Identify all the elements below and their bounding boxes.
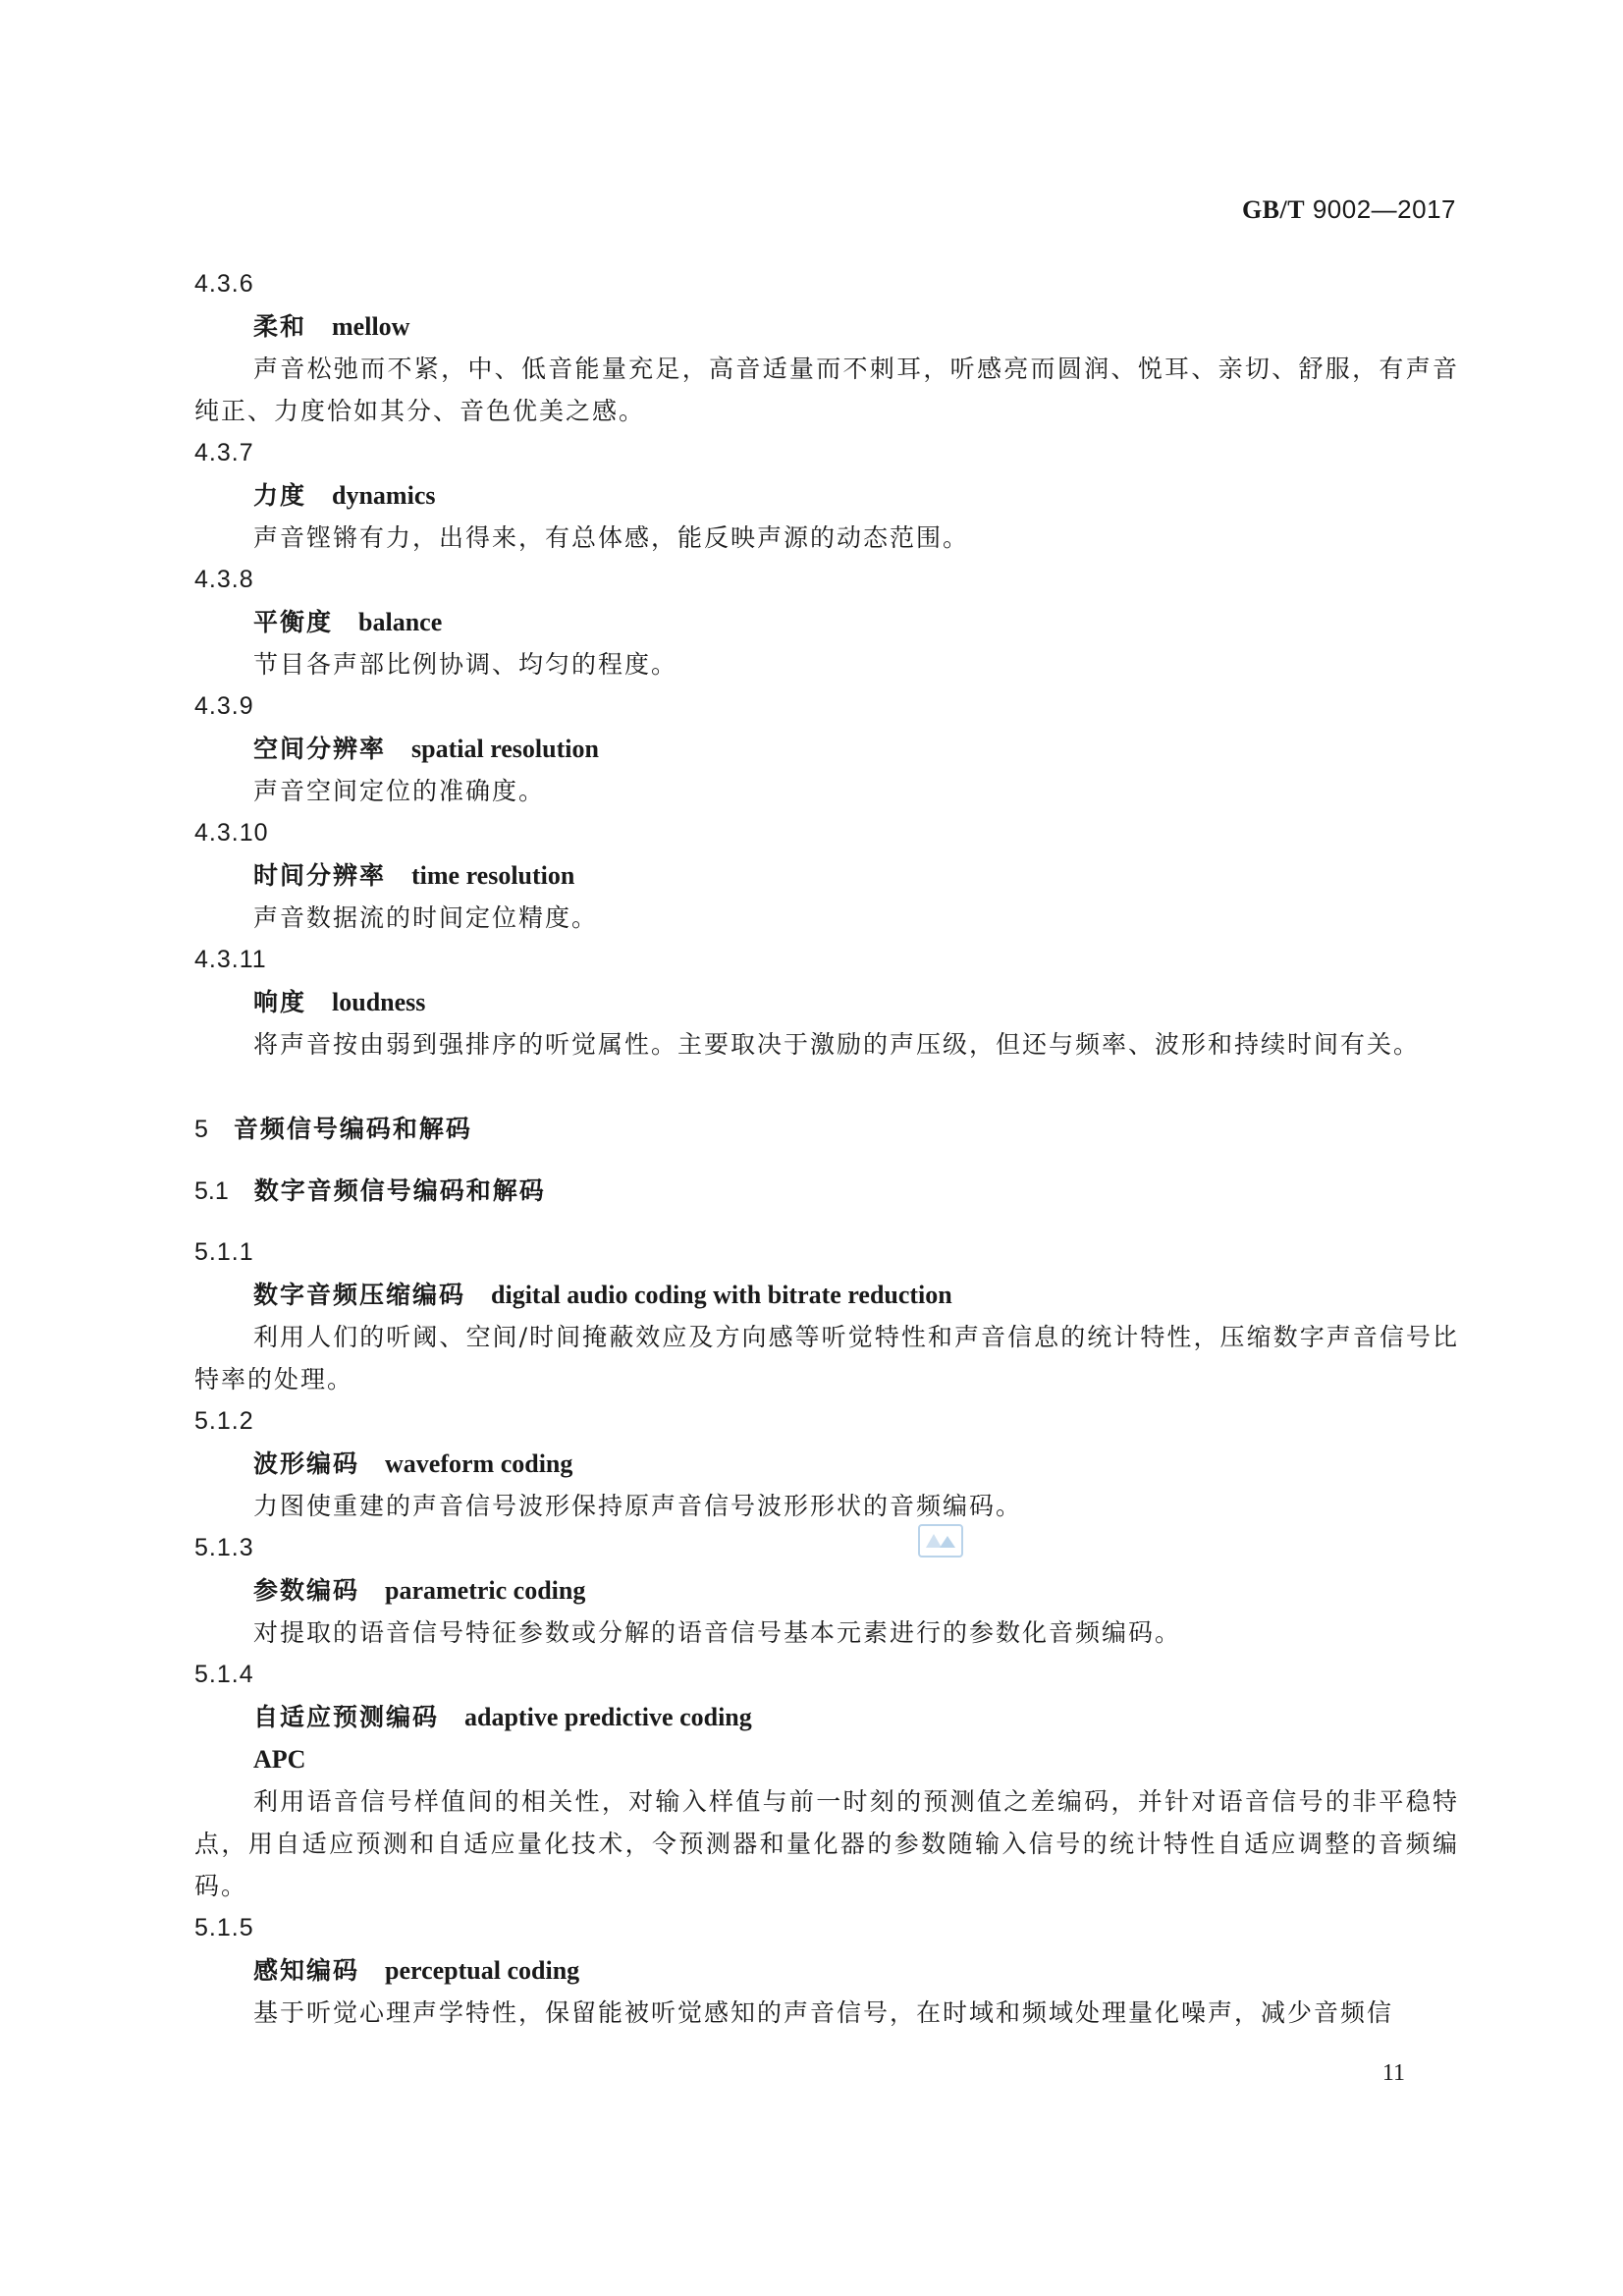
term-zh: 自适应预测编码 bbox=[253, 1703, 440, 1731]
entry-number: 5.1.2 bbox=[194, 1407, 254, 1435]
term-en: digital audio coding with bitrate reduction bbox=[491, 1281, 952, 1309]
entry-number: 4.3.10 bbox=[194, 819, 269, 847]
entry-definition: 利用语音信号样值间的相关性，对输入样值与前一时刻的预测值之差编码，并针对语音信号的非平稳特点，用自适应预测和自适应量化技术，令预测器和量化器的参数随输入信号的统计特性自适应调整的音频编码。 bbox=[194, 1787, 1459, 1900]
entry-term bbox=[194, 728, 1459, 770]
entry-definition: 利用人们的听阈、空间/时间掩蔽效应及方向感等听觉特性和声音信息的统计特性，压缩数字声音信号比特率的处理。 bbox=[194, 1323, 1459, 1394]
entry-term bbox=[194, 1569, 1459, 1612]
term-zh: 波形编码 bbox=[253, 1449, 360, 1478]
entry-term bbox=[194, 1696, 1459, 1738]
entry-definition: 力图使重建的声音信号波形保持原声音信号波形形状的音频编码。 bbox=[253, 1492, 1023, 1520]
standard-number: 9002—2017 bbox=[1312, 194, 1456, 224]
entry-definition: 节目各声部比例协调、均匀的程度。 bbox=[253, 650, 678, 679]
section-title: 音频信号编码和解码 bbox=[233, 1115, 472, 1143]
term-en: dynamics bbox=[332, 481, 436, 510]
term-zh: 感知编码 bbox=[253, 1956, 360, 1985]
entry-term bbox=[194, 305, 1459, 348]
term-en: time resolution bbox=[411, 861, 575, 890]
entry-number: 5.1.3 bbox=[194, 1534, 254, 1561]
subsection-title: 数字音频信号编码和解码 bbox=[253, 1176, 546, 1205]
term-zh: 空间分辨率 bbox=[253, 735, 387, 763]
document-body bbox=[194, 263, 1459, 2034]
entry-number: 4.3.7 bbox=[194, 439, 254, 466]
term-zh: 平衡度 bbox=[253, 608, 334, 636]
entry-term bbox=[194, 1443, 1459, 1485]
entry-term bbox=[194, 981, 1459, 1023]
term-zh: 数字音频压缩编码 bbox=[253, 1281, 466, 1309]
standard-prefix: GB/T bbox=[1241, 195, 1306, 224]
term-zh: 力度 bbox=[253, 481, 307, 510]
standard-header bbox=[1242, 194, 1456, 225]
entry-definition: 声音数据流的时间定位精度。 bbox=[253, 903, 599, 932]
term-en: loudness bbox=[332, 988, 426, 1016]
entry-number: 5.1.5 bbox=[194, 1914, 254, 1941]
section-heading bbox=[194, 1108, 1459, 1150]
subsection-number: 5.1 bbox=[194, 1177, 229, 1205]
term-en: adaptive predictive coding bbox=[464, 1703, 752, 1731]
term-en: balance bbox=[358, 608, 443, 636]
subsection-heading bbox=[194, 1170, 1459, 1212]
term-en: mellow bbox=[332, 312, 410, 341]
entry-number: 4.3.6 bbox=[194, 270, 254, 298]
entry-term bbox=[194, 474, 1459, 517]
entry-term bbox=[194, 1949, 1459, 1992]
term-zh: 响度 bbox=[253, 988, 307, 1016]
entry-number: 5.1.1 bbox=[194, 1238, 254, 1266]
entry-term bbox=[194, 601, 1459, 643]
term-abbreviation: APC bbox=[253, 1745, 306, 1774]
entry-number: 4.3.8 bbox=[194, 566, 254, 593]
page-number: 11 bbox=[1381, 2060, 1405, 2086]
entry-definition: 将声音按由弱到强排序的听觉属性。主要取决于激励的声压级，但还与频率、波形和持续时间有关。 bbox=[253, 1030, 1421, 1059]
entry-term bbox=[194, 854, 1459, 897]
term-en: waveform coding bbox=[385, 1449, 573, 1478]
entry-number: 5.1.4 bbox=[194, 1661, 254, 1688]
term-en: spatial resolution bbox=[411, 735, 599, 763]
term-zh: 时间分辨率 bbox=[253, 861, 387, 890]
entry-number: 4.3.9 bbox=[194, 692, 254, 720]
entry-definition: 对提取的语音信号特征参数或分解的语音信号基本元素进行的参数化音频编码。 bbox=[253, 1618, 1182, 1647]
term-zh: 柔和 bbox=[253, 312, 307, 341]
entry-term bbox=[194, 1274, 1459, 1316]
entry-definition: 声音铿锵有力，出得来，有总体感，能反映声源的动态范围。 bbox=[253, 523, 970, 552]
section-number: 5 bbox=[194, 1116, 208, 1143]
term-en: perceptual coding bbox=[385, 1956, 580, 1985]
entry-definition: 基于听觉心理声学特性，保留能被听觉感知的声音信号，在时域和频域处理量化噪声，减少音频信 bbox=[253, 1998, 1394, 2027]
entry-definition: 声音空间定位的准确度。 bbox=[253, 777, 546, 805]
watermark-logo bbox=[918, 1524, 963, 1558]
entry-abbreviation bbox=[194, 1738, 1459, 1780]
term-zh: 参数编码 bbox=[253, 1576, 360, 1605]
term-en: parametric coding bbox=[385, 1576, 586, 1605]
entry-number: 4.3.11 bbox=[194, 946, 267, 973]
entry-definition: 声音松弛而不紧，中、低音能量充足，高音适量而不刺耳，听感亮而圆润、悦耳、亲切、舒服，有声音纯正、力度恰如其分、音色优美之感。 bbox=[194, 355, 1459, 425]
